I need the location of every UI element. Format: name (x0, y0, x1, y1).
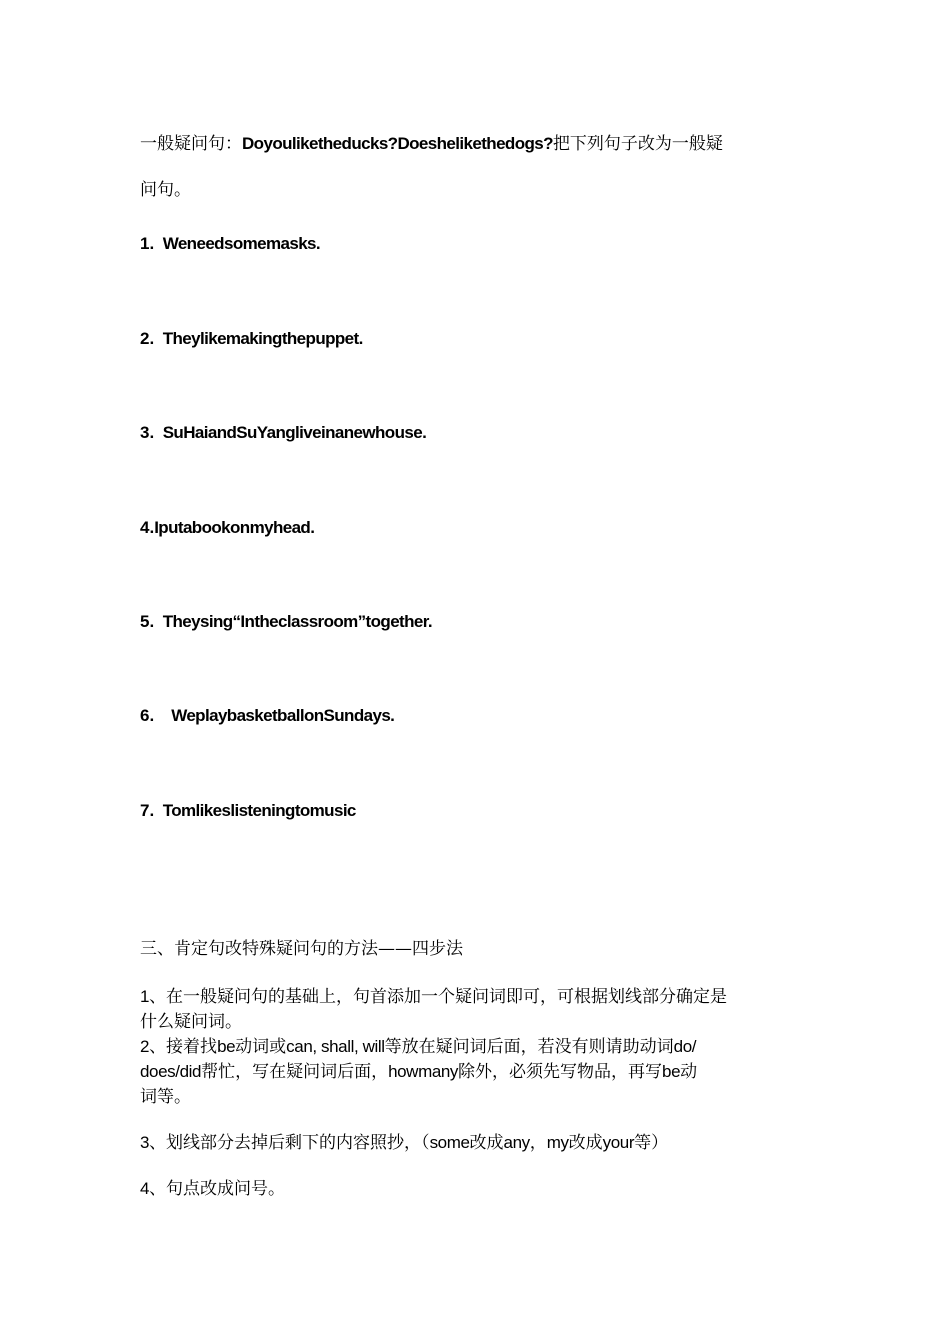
exercise-number: 2. (140, 329, 155, 348)
step-text: 动 (680, 1062, 698, 1082)
exercise-number: 5. (140, 612, 155, 631)
intro-line-2 (140, 179, 820, 201)
exercise-item (140, 422, 820, 444)
step-term: howmany (388, 1062, 459, 1081)
step-3 (140, 1132, 820, 1154)
exercise-text: Tomlikeslisteningtomusic (162, 801, 356, 820)
step-text: 动词或 (235, 1037, 287, 1057)
step-2-line-2 (140, 1061, 820, 1083)
step-term: can, shall, will (286, 1037, 385, 1056)
exercise-item (140, 328, 820, 350)
step-text: 改成 (568, 1133, 603, 1153)
step-number: 1 (140, 987, 150, 1006)
exercise-number: 6. (140, 706, 155, 725)
step-text: 、接着找 (149, 1037, 218, 1057)
step-term: does/did (140, 1062, 202, 1081)
step-1-line-2 (140, 1011, 820, 1033)
intro-examples: Doyouliketheducks?Doeshelikethedogs? (242, 134, 553, 153)
intro-instruction: 把下列句子改为一般疑 (552, 134, 723, 154)
exercise-number: 3. (140, 423, 155, 442)
step-number: 3 (140, 1133, 150, 1152)
step-text: 什么疑问词。 (140, 1012, 242, 1032)
intro-line-1 (140, 133, 820, 155)
exercise-text: Iputabookonmyhead. (154, 518, 315, 537)
intro-instruction-cont: 问句。 (140, 180, 191, 200)
exercise-item (140, 233, 820, 255)
step-text: 、划线部分去掉后剩下的内容照抄，（ (149, 1133, 430, 1153)
step-term: your (602, 1133, 635, 1152)
exercise-number: 4. (140, 518, 155, 537)
step-text: 除外，必须先写物品，再写 (458, 1062, 663, 1082)
step-text: 、在一般疑问句的基础上，句首添加一个疑问词即可，可根据划线部分确定是 (149, 987, 728, 1007)
step-1-line-1 (140, 986, 820, 1008)
exercise-text: Theylikemakingthepuppet. (162, 329, 363, 348)
step-term: some (429, 1133, 470, 1152)
step-term: be (217, 1037, 236, 1056)
step-term: be (662, 1062, 681, 1081)
exercise-text: SuHaiandSuYangliveinanewhouse. (162, 423, 427, 442)
step-term: do/ (673, 1037, 697, 1056)
step-number: 4 (140, 1179, 150, 1198)
step-text: ， (529, 1133, 547, 1153)
section-heading (140, 938, 820, 960)
step-text: 帮忙，写在疑问词后面， (201, 1062, 389, 1082)
exercise-text: Theysing“Intheclassroom”together. (162, 612, 432, 631)
exercise-text: Weneedsomemasks. (162, 234, 321, 253)
exercise-text: WeplaybasketballonSundays. (171, 706, 395, 725)
step-text: 等） (634, 1133, 669, 1153)
exercise-number: 7. (140, 801, 155, 820)
step-number: 2 (140, 1037, 150, 1056)
step-term: my (546, 1133, 569, 1152)
step-text: 、句点改成问号。 (149, 1179, 286, 1199)
step-text: 词等。 (140, 1087, 191, 1107)
step-term: any (503, 1133, 530, 1152)
intro-lead: 一般疑问句： (140, 134, 242, 154)
exercise-item (140, 517, 820, 539)
section-heading-text: 三、肯定句改特殊疑问句的方法——四步法 (140, 939, 463, 959)
step-2-line-3 (140, 1086, 820, 1108)
exercise-item (140, 800, 820, 822)
step-text: 改成 (469, 1133, 504, 1153)
exercise-item (140, 705, 820, 727)
step-4 (140, 1178, 820, 1200)
step-2-line-1 (140, 1036, 820, 1058)
exercise-item (140, 611, 820, 633)
step-text: 等放在疑问词后面，若没有则请助动词 (384, 1037, 674, 1057)
exercise-number: 1. (140, 234, 155, 253)
